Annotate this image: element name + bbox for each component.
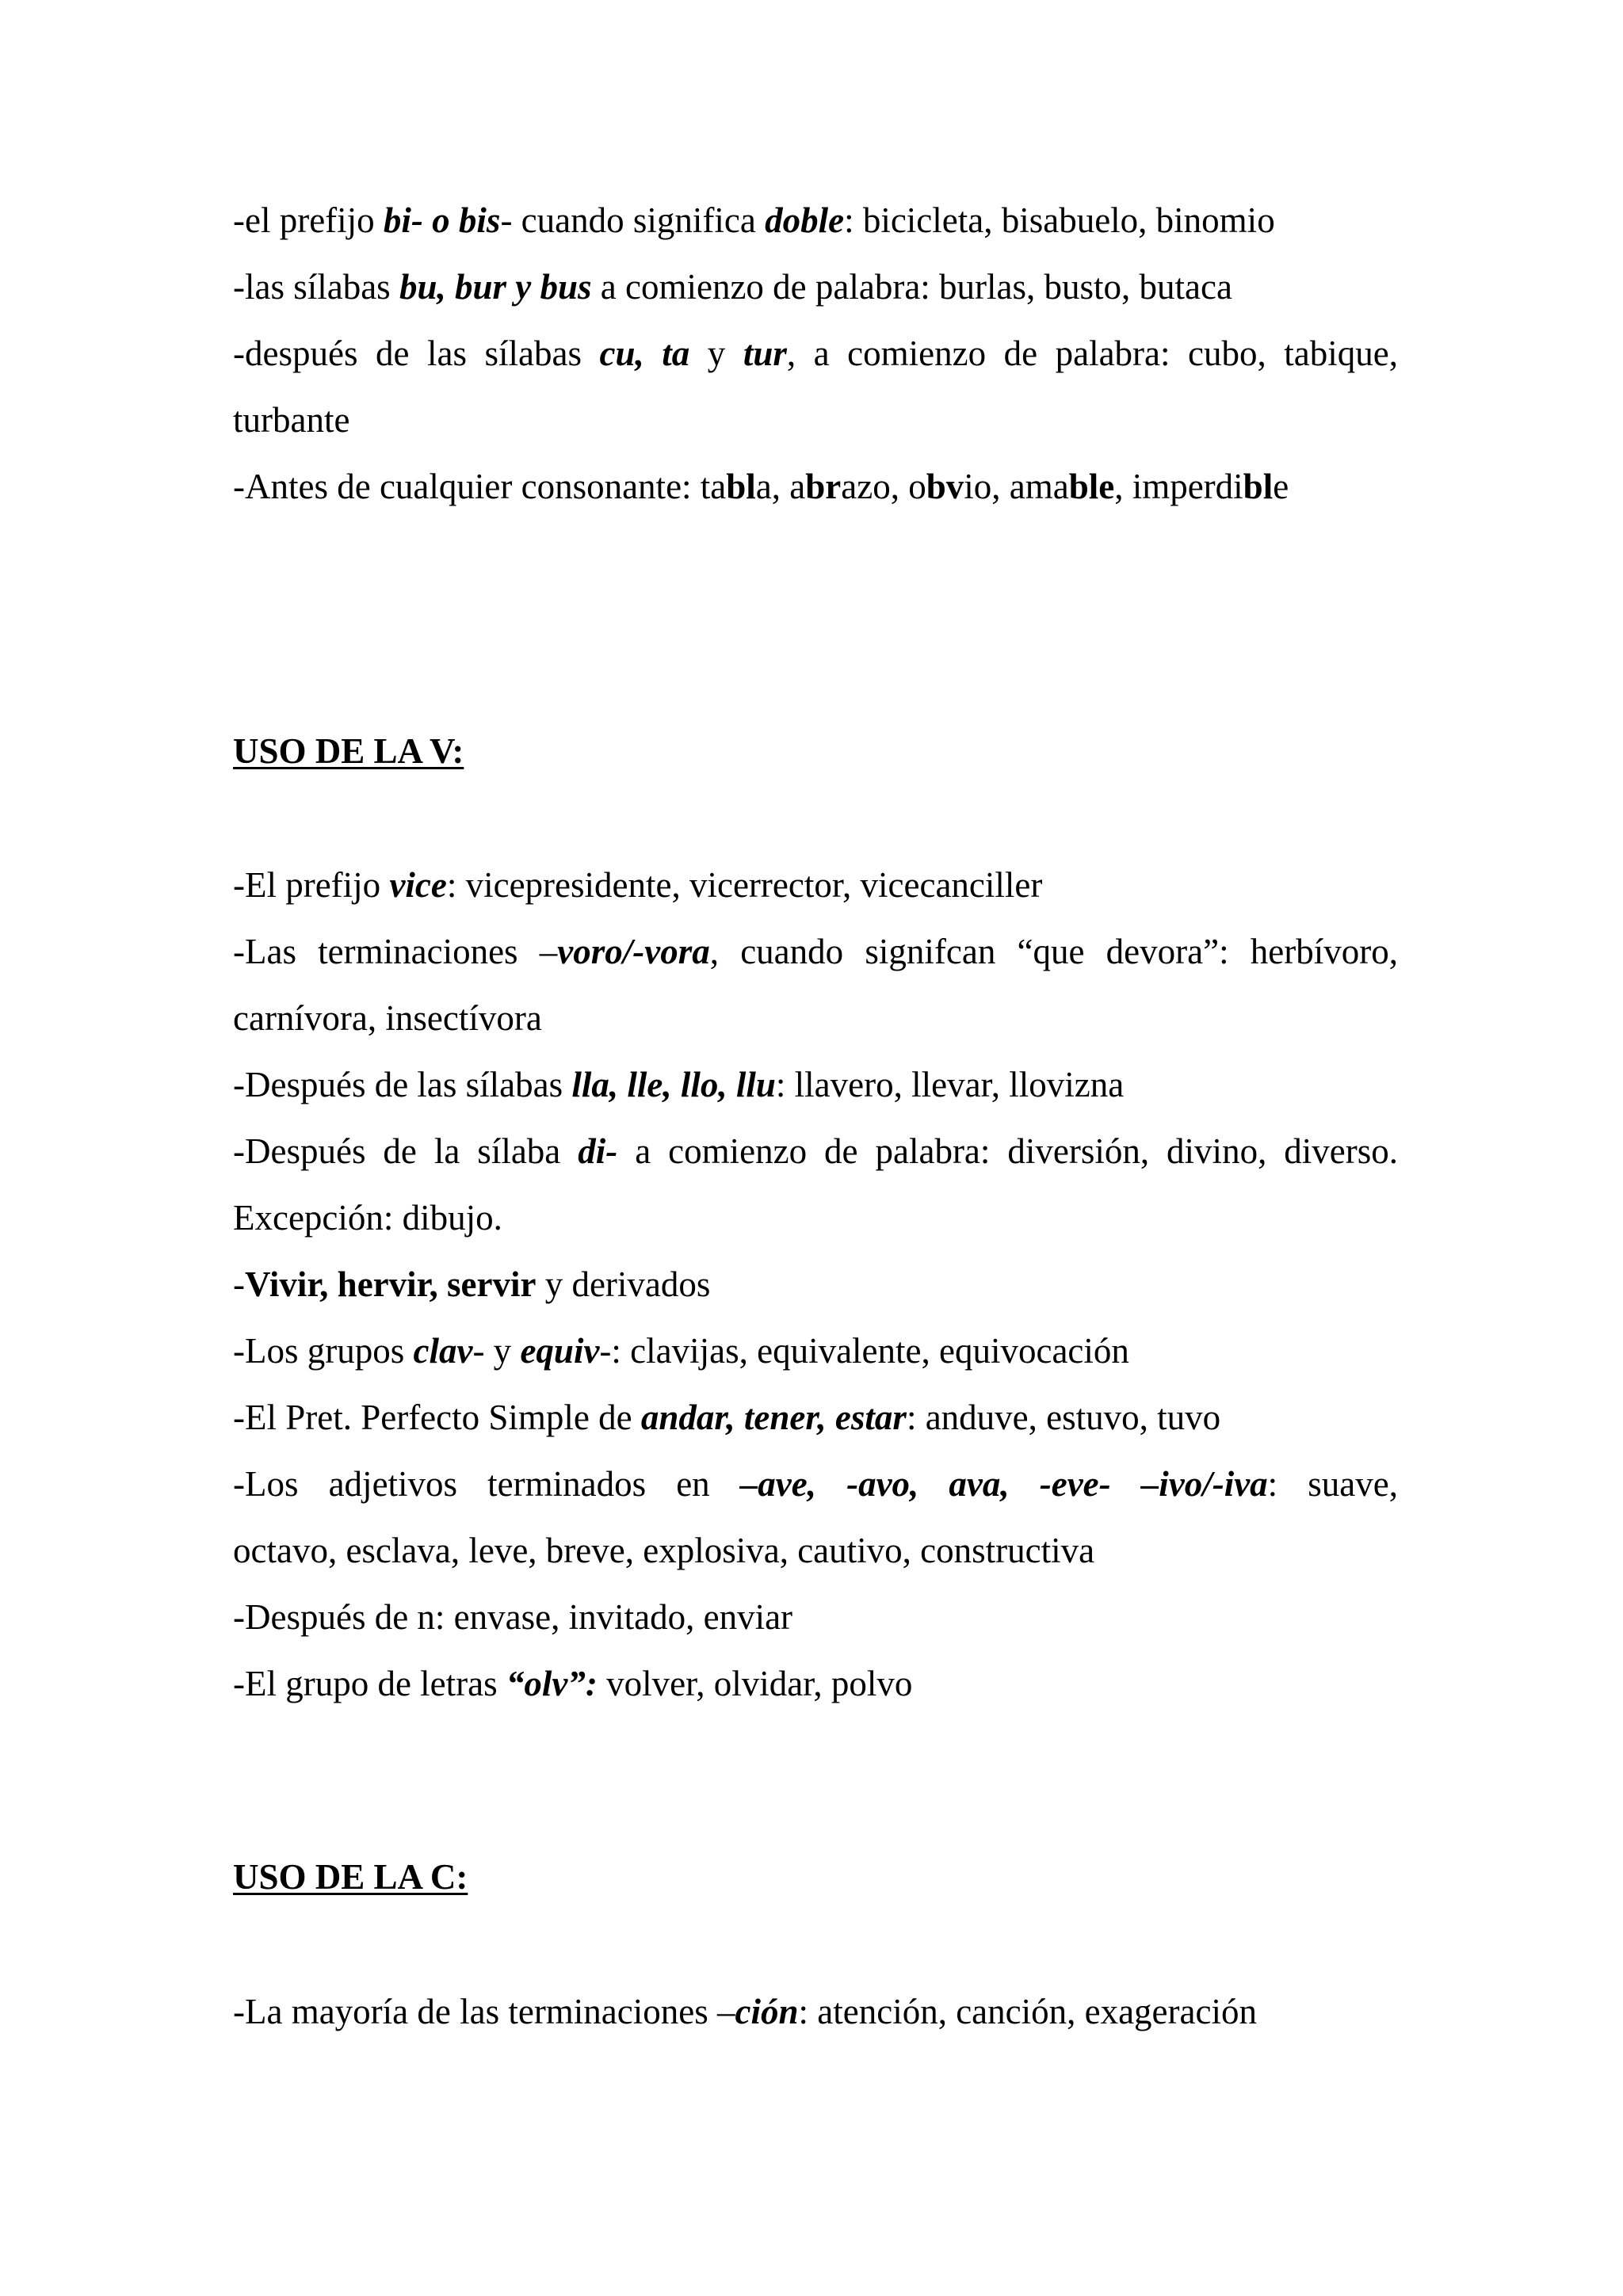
plain-text: - y — [472, 1331, 521, 1371]
emphasis-text: br — [805, 467, 842, 506]
section-c-rules — [233, 1978, 1398, 2045]
emphasis-text: tur — [743, 334, 787, 373]
plain-text: a comienzo de palabra: diversión, divino, diverso. — [617, 1131, 1399, 1171]
plain-text: turbante — [233, 400, 350, 440]
emphasis-text: Vivir, hervir, servir — [245, 1264, 537, 1304]
plain-text: - cuando significa — [500, 200, 766, 240]
plain-text: , cuando signifcan “que devora”: herbívoro, — [709, 932, 1398, 971]
rule-line — [233, 1384, 1398, 1451]
plain-text: volver, olvidar, polvo — [597, 1664, 913, 1703]
emphasis-text: ción — [735, 1992, 799, 2031]
plain-text: , a comienzo de palabra: cubo, tabique, — [786, 334, 1398, 373]
plain-text: -: clavijas, equivalente, equivocación — [599, 1331, 1129, 1371]
rule-line — [233, 187, 1398, 254]
emphasis-text: lla, lle, llo, llu — [571, 1065, 776, 1104]
emphasis-text: di- — [578, 1131, 618, 1171]
plain-text: -Después de n: envase, invitado, enviar — [233, 1597, 793, 1637]
rule-line — [233, 1251, 1398, 1318]
section-heading-v: USO DE LA V: — [233, 731, 464, 771]
emphasis-text: bl — [1243, 467, 1274, 506]
plain-text: : anduve, estuvo, tuvo — [906, 1398, 1221, 1437]
plain-text: y — [689, 334, 743, 373]
plain-text: -El grupo de letras — [233, 1664, 506, 1703]
section-heading-c: USO DE LA C: — [233, 1857, 468, 1897]
emphasis-text: bv — [926, 467, 964, 506]
rule-line — [233, 1051, 1398, 1118]
plain-text: y derivados — [536, 1264, 711, 1304]
rule-line — [233, 1978, 1398, 2045]
rule-line — [233, 985, 1398, 1051]
plain-text: : suave, — [1267, 1464, 1398, 1504]
plain-text: -el prefijo — [233, 200, 384, 240]
rule-line — [233, 1118, 1398, 1184]
plain-text: , imperdi — [1114, 467, 1243, 506]
rule-line — [233, 387, 1398, 453]
plain-text: Excepción: dibujo. — [233, 1198, 502, 1238]
plain-text: -las sílabas — [233, 267, 399, 307]
plain-text: -Los adjetivos terminados en — [233, 1464, 740, 1504]
emphasis-text: bl — [726, 467, 756, 506]
rule-line — [233, 1451, 1398, 1517]
emphasis-text: ble — [1068, 467, 1115, 506]
emphasis-text: clav — [413, 1331, 473, 1371]
section-b-rules — [233, 187, 1398, 520]
emphasis-text: voro/-vora — [557, 932, 710, 971]
plain-text: -La mayoría de las terminaciones – — [233, 1992, 735, 2031]
rule-line — [233, 852, 1398, 918]
emphasis-text: doble — [765, 200, 845, 240]
rule-line — [233, 453, 1398, 520]
rule-line — [233, 1650, 1398, 1717]
rule-line — [233, 1517, 1398, 1584]
plain-text: -El Pret. Perfecto Simple de — [233, 1398, 641, 1437]
plain-text: -Antes de cualquier consonante: ta — [233, 467, 727, 506]
emphasis-text: “olv”: — [506, 1664, 598, 1703]
plain-text: azo, o — [841, 467, 926, 506]
rule-line — [233, 1318, 1398, 1384]
section-v-header — [233, 718, 1398, 784]
rule-line — [233, 918, 1398, 985]
plain-text: -El prefijo — [233, 865, 390, 905]
rule-line — [233, 320, 1398, 387]
emphasis-text: cu, ta — [599, 334, 690, 373]
plain-text: io, ama — [964, 467, 1069, 506]
emphasis-text: –ave, -avo, ava, -eve- –ivo/-iva — [739, 1464, 1268, 1504]
plain-text: -Los grupos — [233, 1331, 414, 1371]
emphasis-text: bu, bur y bus — [399, 267, 592, 307]
plain-text: -después de las sílabas — [233, 334, 600, 373]
plain-text: -Después de las sílabas — [233, 1065, 572, 1104]
rule-line — [233, 1584, 1398, 1650]
plain-text: octavo, esclava, leve, breve, explosiva, cautivo, constructiva — [233, 1531, 1095, 1570]
plain-text: -Las terminaciones – — [233, 932, 558, 971]
plain-text: : bicicleta, bisabuelo, binomio — [844, 200, 1275, 240]
plain-text: - — [233, 1264, 245, 1304]
section-c-header — [233, 1844, 1398, 1910]
plain-text: a comienzo de palabra: burlas, busto, butaca — [591, 267, 1232, 307]
plain-text: : vicepresidente, vicerrector, vicecanciller — [446, 865, 1043, 905]
emphasis-text: andar, tener, estar — [640, 1398, 907, 1437]
plain-text: : atención, canción, exageración — [798, 1992, 1257, 2031]
rule-line — [233, 1184, 1398, 1251]
plain-text: carnívora, insectívora — [233, 998, 542, 1038]
emphasis-text: vice — [389, 865, 447, 905]
plain-text: : llavero, llevar, llovizna — [775, 1065, 1125, 1104]
rule-line — [233, 254, 1398, 320]
emphasis-text: equiv — [520, 1331, 600, 1371]
emphasis-text: bi- o bis — [383, 200, 501, 240]
plain-text: a, a — [755, 467, 806, 506]
plain-text: -Después de la sílaba — [233, 1131, 579, 1171]
plain-text: e — [1273, 467, 1289, 506]
section-v-rules — [233, 852, 1398, 1717]
